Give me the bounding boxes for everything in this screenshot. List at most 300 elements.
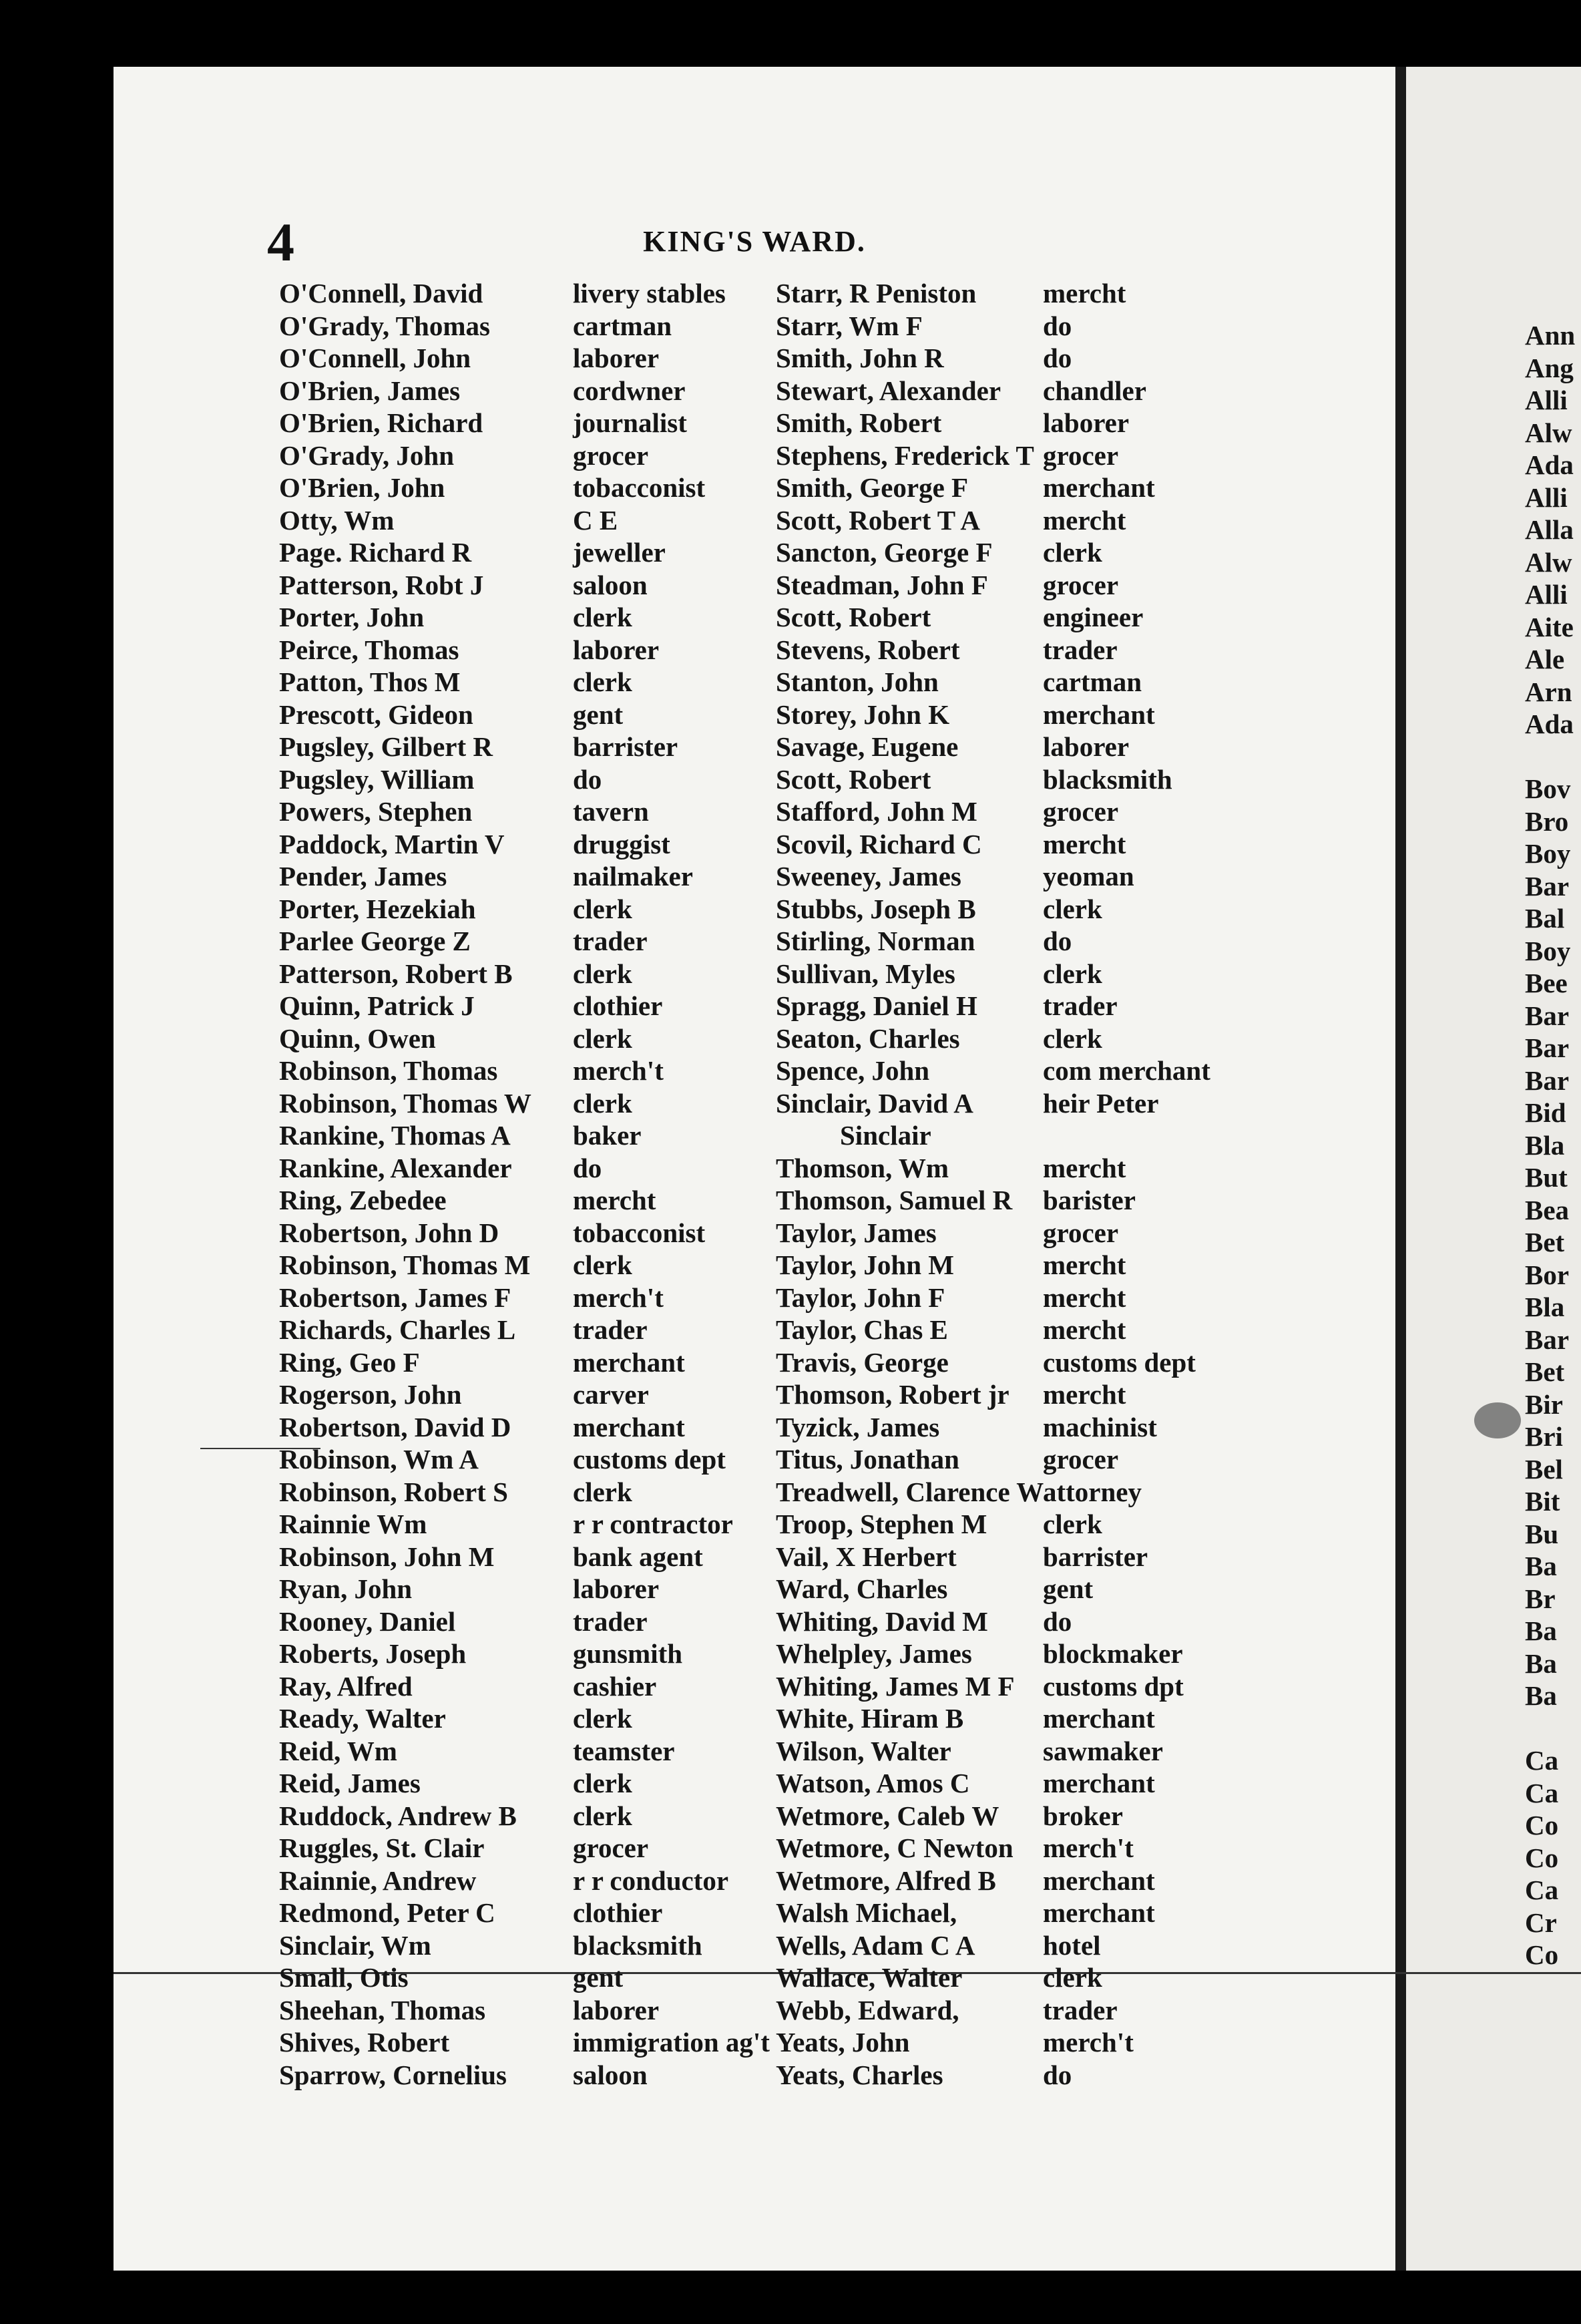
directory-entry <box>776 342 1283 375</box>
entry-occupation: druggist <box>573 828 670 859</box>
entry-name: Rogerson, John <box>279 1379 462 1410</box>
entry-name: Wallace, Walter <box>776 1962 963 1993</box>
entry-occupation: blacksmith <box>573 1929 702 1961</box>
entry-occupation: clerk <box>573 602 632 632</box>
directory-entry <box>776 1508 1283 1541</box>
entry-occupation: clerk <box>1043 537 1102 568</box>
entry-name: Spragg, Daniel H <box>776 990 977 1021</box>
entry-occupation: teamster <box>573 1735 675 1766</box>
directory-entry <box>279 601 773 634</box>
entry-name: Prescott, Gideon <box>279 699 473 730</box>
entry-occupation: merchant <box>1043 699 1155 730</box>
next-page-fragment: Bal <box>1525 903 1565 934</box>
directory-entry <box>776 699 1283 731</box>
entry-occupation: mercht <box>1043 1152 1126 1183</box>
entry-occupation: laborer <box>573 634 660 665</box>
directory-entry <box>279 1282 773 1314</box>
entry-occupation: heir Peter <box>1043 1087 1159 1119</box>
entry-occupation: clerk <box>1043 893 1102 924</box>
entry-occupation: grocer <box>573 439 649 471</box>
directory-entry <box>776 1022 1283 1055</box>
entry-occupation: grocer <box>1043 1217 1119 1248</box>
entry-name: Savage, Eugene <box>776 731 959 762</box>
directory-entry <box>776 1119 1283 1152</box>
directory-entry <box>776 1054 1283 1087</box>
entry-occupation: saloon <box>573 2059 648 2090</box>
entry-name: Yeats, John <box>776 2027 910 2058</box>
entry-occupation: mercht <box>1043 1249 1126 1280</box>
entry-name: Sinclair, David A <box>776 1087 973 1119</box>
entry-name: Scott, Robert <box>776 602 931 632</box>
next-page-fragment: Alli <box>1525 481 1568 513</box>
entry-name: Pender, James <box>279 861 447 892</box>
entry-name: Ruddock, Andrew B <box>279 1800 517 1831</box>
entry-name: Sweeney, James <box>776 861 961 892</box>
entry-occupation: C E <box>573 504 618 536</box>
directory-entry <box>279 1897 773 1929</box>
next-page-fragment: Ang <box>1525 352 1574 383</box>
entry-occupation: chandler <box>1043 375 1146 406</box>
directory-entry <box>279 2026 773 2059</box>
entry-name: Sinclair, Wm <box>279 1929 431 1961</box>
entry-occupation: clerk <box>573 1768 632 1798</box>
entry-name: Pugsley, Gilbert R <box>279 731 493 762</box>
directory-entry <box>279 860 773 893</box>
right-column <box>776 277 1283 2091</box>
entry-occupation: merchant <box>573 1411 685 1442</box>
entry-occupation: tobacconist <box>573 1217 706 1248</box>
directory-entry <box>279 795 773 828</box>
entry-name: Rainnie Wm <box>279 1509 427 1539</box>
directory-entry <box>776 1411 1283 1444</box>
entry-name: Robinson, Thomas <box>279 1055 498 1086</box>
directory-entry <box>776 1800 1283 1832</box>
entry-name: Robinson, Thomas M <box>279 1249 531 1280</box>
entry-occupation: cartman <box>1043 666 1142 697</box>
entry-name: Patterson, Robert B <box>279 958 513 989</box>
entry-name: Smith, John R <box>776 343 944 373</box>
entry-occupation: jeweller <box>573 537 666 568</box>
entry-occupation: blacksmith <box>1043 763 1172 795</box>
directory-entry <box>776 1832 1283 1865</box>
entry-name: Starr, Wm F <box>776 310 923 341</box>
entry-name: Wells, Adam C A <box>776 1929 975 1961</box>
directory-entry <box>279 1994 773 2027</box>
entry-occupation: tavern <box>573 796 649 827</box>
directory-entry <box>776 990 1283 1022</box>
next-page-fragment: But <box>1525 1162 1568 1193</box>
directory-entry <box>776 407 1283 439</box>
entry-name: Whelpley, James <box>776 1638 972 1669</box>
directory-entry <box>776 375 1283 407</box>
entry-occupation: gent <box>1043 1573 1094 1604</box>
entry-name: Peirce, Thomas <box>279 634 459 665</box>
entry-occupation: blockmaker <box>1043 1638 1183 1669</box>
entry-occupation: tobacconist <box>573 472 706 503</box>
directory-entry <box>279 407 773 439</box>
entry-name: Stewart, Alexander <box>776 375 1001 406</box>
directory-entry <box>279 731 773 763</box>
page-header <box>267 212 1242 274</box>
directory-entry <box>279 1605 773 1638</box>
entry-occupation: clerk <box>573 666 632 697</box>
directory-entry <box>279 277 773 310</box>
entry-name: Porter, John <box>279 602 425 632</box>
directory-entry <box>279 439 773 472</box>
entry-name: Ready, Walter <box>279 1703 446 1734</box>
entry-name: Robinson, Thomas W <box>279 1087 531 1119</box>
directory-entry <box>776 1476 1283 1509</box>
entry-occupation: clerk <box>573 893 632 924</box>
fragment-gap <box>1525 1712 1581 1745</box>
entry-name: Reid, Wm <box>279 1735 397 1766</box>
directory-entry <box>279 1443 773 1476</box>
directory-entry <box>279 1346 773 1379</box>
next-page-fragment: Br <box>1525 1583 1556 1614</box>
directory-entry <box>279 1152 773 1185</box>
entry-name: Sancton, George F <box>776 537 993 568</box>
entry-name: Stephens, Frederick T <box>776 439 1034 471</box>
entry-name: Robertson, David D <box>279 1411 511 1442</box>
entry-name: Scott, Robert <box>776 763 931 795</box>
entry-occupation: merchant <box>1043 1897 1155 1928</box>
entry-name: Ward, Charles <box>776 1573 948 1604</box>
directory-entry <box>279 1800 773 1832</box>
entry-name: Robinson, Wm A <box>279 1444 479 1475</box>
directory-entry <box>776 1605 1283 1638</box>
entry-occupation: gunsmith <box>573 1638 683 1669</box>
directory-entry <box>776 1443 1283 1476</box>
entry-occupation: do <box>1043 926 1072 956</box>
entry-occupation: clerk <box>573 958 632 989</box>
directory-entry <box>279 1670 773 1703</box>
entry-occupation: merchant <box>1043 1768 1155 1798</box>
entry-name: O'Grady, John <box>279 439 455 471</box>
entry-occupation: clerk <box>1043 958 1102 989</box>
entry-occupation: nailmaker <box>573 861 693 892</box>
directory-entry <box>776 1994 1283 2027</box>
entry-name: Seaton, Charles <box>776 1022 960 1054</box>
directory-entry <box>279 1929 773 1962</box>
entry-occupation: customs dept <box>573 1444 726 1475</box>
next-page-fragment: Ada <box>1525 449 1574 480</box>
entry-occupation: clerk <box>573 1087 632 1119</box>
entry-name: Taylor, James <box>776 1217 937 1248</box>
entry-name: Rooney, Daniel <box>279 1605 456 1637</box>
left-column <box>279 277 773 2091</box>
entry-occupation: laborer <box>1043 731 1130 762</box>
entry-occupation: barister <box>1043 1185 1136 1215</box>
entry-name: Steadman, John F <box>776 569 988 600</box>
page-gutter <box>1395 67 1406 2271</box>
next-page-fragment: Ba <box>1525 1615 1557 1646</box>
entry-name: Ring, Geo F <box>279 1346 420 1378</box>
directory-entry <box>279 828 773 861</box>
directory-entry <box>776 2059 1283 2092</box>
directory-entry <box>279 1378 773 1411</box>
entry-name: O'Brien, John <box>279 472 445 503</box>
entry-occupation: grocer <box>1043 569 1119 600</box>
next-page-fragment: Ba <box>1525 1551 1557 1581</box>
directory-entry <box>776 277 1283 310</box>
entry-occupation: laborer <box>573 343 660 373</box>
directory-entry <box>279 536 773 569</box>
directory-entry <box>776 1961 1283 1994</box>
directory-entry <box>279 958 773 990</box>
next-page-fragment: Bro <box>1525 805 1569 837</box>
entry-occupation: customs dept <box>1043 1346 1196 1378</box>
directory-entry <box>776 1378 1283 1411</box>
entry-occupation: sawmaker <box>1043 1735 1163 1766</box>
next-page-fragment: Bir <box>1525 1388 1563 1420</box>
entry-occupation: r r conductor <box>573 1865 729 1896</box>
entry-occupation: cashier <box>573 1670 657 1702</box>
entry-name: Patterson, Robt J <box>279 569 484 600</box>
entry-occupation: clerk <box>573 1476 632 1507</box>
directory-entry <box>279 699 773 731</box>
next-page-fragment: Ba <box>1525 1648 1557 1679</box>
directory-entry <box>279 1637 773 1670</box>
fragment-gap <box>1525 741 1581 773</box>
entry-name: Webb, Edward, <box>776 1994 959 2025</box>
entry-occupation: do <box>573 1152 602 1183</box>
entry-occupation: do <box>1043 2059 1072 2090</box>
entry-occupation: engineer <box>1043 602 1144 632</box>
next-page-fragment: Bar <box>1525 1032 1570 1063</box>
entry-name: Quinn, Patrick J <box>279 990 475 1021</box>
entry-name: Thomson, Samuel R <box>776 1185 1013 1215</box>
entry-occupation: cartman <box>573 310 672 341</box>
next-page-fragment: Ba <box>1525 1680 1557 1711</box>
next-page-fragment: Bor <box>1525 1259 1570 1290</box>
next-page-fragment: Bar <box>1525 1324 1570 1355</box>
entry-name: Yeats, Charles <box>776 2059 943 2090</box>
directory-entry <box>279 634 773 666</box>
directory-entry <box>776 536 1283 569</box>
directory-entry <box>279 504 773 537</box>
entry-name: Vail, X Herbert <box>776 1541 957 1572</box>
directory-entry <box>279 1735 773 1768</box>
entry-name: Robinson, John M <box>279 1541 495 1572</box>
entry-occupation: laborer <box>1043 407 1130 438</box>
entry-name: Wetmore, C Newton <box>776 1832 1013 1863</box>
entry-occupation: clerk <box>1043 1509 1102 1539</box>
directory-entry <box>776 1346 1283 1379</box>
entry-name: Thomson, Wm <box>776 1152 949 1183</box>
directory-entry <box>776 1735 1283 1768</box>
entry-name: Starr, R Peniston <box>776 278 977 309</box>
entry-name: Quinn, Owen <box>279 1022 436 1054</box>
entry-occupation: barrister <box>573 731 678 762</box>
directory-entry <box>279 925 773 958</box>
entry-name: Titus, Jonathan <box>776 1444 959 1475</box>
next-page-fragment: Alw <box>1525 546 1572 578</box>
entry-occupation: trader <box>573 1605 648 1637</box>
entry-name: Watson, Amos C <box>776 1768 970 1798</box>
directory-entry <box>776 1702 1283 1735</box>
entry-occupation: com merchant <box>1043 1055 1210 1086</box>
entry-occupation: grocer <box>1043 1444 1119 1475</box>
next-page-fragment: Bri <box>1525 1421 1563 1452</box>
next-page-fragment: Alli <box>1525 579 1568 610</box>
directory-entry <box>279 375 773 407</box>
entry-occupation: merch't <box>1043 2027 1134 2058</box>
entry-name: Sullivan, Myles <box>776 958 955 989</box>
entry-name: Ryan, John <box>279 1573 413 1604</box>
directory-entry <box>279 1119 773 1152</box>
entry-occupation: livery stables <box>573 278 726 309</box>
entry-occupation: immigration ag't <box>573 2027 770 2058</box>
directory-entry <box>279 666 773 699</box>
entry-occupation: merchant <box>1043 472 1155 503</box>
next-page-fragment: Bel <box>1525 1453 1563 1485</box>
entry-name: Porter, Hezekiah <box>279 893 476 924</box>
directory-entry <box>776 504 1283 537</box>
directory-entry <box>776 2026 1283 2059</box>
directory-entry <box>776 731 1283 763</box>
ink-blot <box>1474 1402 1521 1438</box>
entry-occupation: yeoman <box>1043 861 1134 892</box>
directory-entry <box>279 990 773 1022</box>
entry-name: Sheehan, Thomas <box>279 1994 486 2025</box>
directory-entry <box>776 1217 1283 1249</box>
entry-name: Sparrow, Cornelius <box>279 2059 507 2090</box>
entry-occupation: machinist <box>1043 1411 1157 1442</box>
next-page-fragment: Co <box>1525 1810 1559 1841</box>
entry-occupation: clerk <box>573 1249 632 1280</box>
entry-name: Robinson, Robert S <box>279 1476 508 1507</box>
entry-name: Stirling, Norman <box>776 926 975 956</box>
entry-occupation: do <box>1043 343 1072 373</box>
entry-name: Stubbs, Joseph B <box>776 893 976 924</box>
directory-entry <box>279 1865 773 1897</box>
directory-entry <box>776 1897 1283 1929</box>
next-page-fragment: Bid <box>1525 1097 1566 1128</box>
entry-occupation: clerk <box>1043 1962 1102 1993</box>
entry-name: Scott, Robert T A <box>776 504 980 536</box>
directory-entry <box>279 310 773 343</box>
directory-entry <box>776 1184 1283 1217</box>
entry-name: Stevens, Robert <box>776 634 960 665</box>
entry-occupation: mercht <box>1043 1282 1126 1313</box>
entry-occupation: laborer <box>573 1573 660 1604</box>
next-page-fragment: Ca <box>1525 1777 1559 1808</box>
directory-entry <box>776 471 1283 504</box>
next-page-fragment: Ca <box>1525 1745 1559 1776</box>
entry-name: Travis, George <box>776 1346 949 1378</box>
entry-name: Stanton, John <box>776 666 939 697</box>
directory-entry <box>776 1865 1283 1897</box>
entry-occupation: merchant <box>1043 1703 1155 1734</box>
directory-entry <box>776 893 1283 926</box>
entry-occupation: carver <box>573 1379 649 1410</box>
entry-occupation: trader <box>573 1314 648 1345</box>
directory-entry <box>776 666 1283 699</box>
directory-entry <box>776 860 1283 893</box>
entry-occupation: laborer <box>573 1994 660 2025</box>
directory-entry <box>776 634 1283 666</box>
entry-name: Page. Richard R <box>279 537 472 568</box>
next-page-fragment: Bu <box>1525 1518 1559 1549</box>
next-page-fragment: Bit <box>1525 1486 1560 1517</box>
entry-name: O'Brien, James <box>279 375 461 406</box>
directory-entry <box>279 1217 773 1249</box>
next-page-fragment: Bet <box>1525 1356 1565 1387</box>
directory-entry <box>279 1022 773 1055</box>
directory-entry <box>279 342 773 375</box>
entry-name: Parlee George Z <box>279 926 471 956</box>
entry-name: O'Connell, David <box>279 278 483 309</box>
directory-entry <box>776 1929 1283 1962</box>
entry-occupation: bank agent <box>573 1541 703 1572</box>
entry-occupation: mercht <box>1043 278 1126 309</box>
next-page-fragment: Aite <box>1525 611 1574 642</box>
entry-occupation: merch't <box>1043 1832 1134 1863</box>
entry-occupation: hotel <box>1043 1929 1101 1961</box>
entry-occupation: do <box>1043 1605 1072 1637</box>
entry-name: Smith, Robert <box>776 407 942 438</box>
entry-name: Paddock, Martin V <box>279 828 505 859</box>
directory-entry <box>776 1282 1283 1314</box>
entry-name: Stafford, John M <box>776 796 977 827</box>
directory-entry <box>279 1832 773 1865</box>
entry-name: Wetmore, Alfred B <box>776 1865 996 1896</box>
entry-name: Rainnie, Andrew <box>279 1865 477 1896</box>
directory-entry <box>776 958 1283 990</box>
next-page-fragment: Cr <box>1525 1907 1557 1938</box>
entry-occupation: do <box>573 763 602 795</box>
entry-occupation: mercht <box>573 1185 656 1215</box>
directory-entry <box>776 601 1283 634</box>
entry-name: O'Connell, John <box>279 343 471 373</box>
entry-occupation: baker <box>573 1120 642 1151</box>
entry-occupation: clerk <box>1043 1022 1102 1054</box>
directory-entry <box>279 569 773 602</box>
entry-occupation: mercht <box>1043 828 1126 859</box>
entry-name: Thomson, Robert jr <box>776 1379 1009 1410</box>
directory-entry <box>279 763 773 796</box>
entry-name: Whiting, David M <box>776 1605 988 1637</box>
directory-entry <box>279 1541 773 1573</box>
next-page-fragment: Ca <box>1525 1875 1559 1905</box>
entry-name: Robertson, John D <box>279 1217 499 1248</box>
entry-name: Troop, Stephen M <box>776 1509 987 1539</box>
entry-name: Walsh Michael, <box>776 1897 957 1928</box>
directory-entry <box>279 1087 773 1120</box>
entry-name: O'Brien, Richard <box>279 407 483 438</box>
directory-entry <box>776 763 1283 796</box>
entry-occupation: grocer <box>1043 439 1119 471</box>
entry-name: Rankine, Alexander <box>279 1152 512 1183</box>
directory-entry <box>776 925 1283 958</box>
entry-name: Roberts, Joseph <box>279 1638 467 1669</box>
entry-name: Ray, Alfred <box>279 1670 413 1702</box>
entry-occupation: gent <box>573 699 624 730</box>
directory-entry <box>279 1054 773 1087</box>
entry-name: Wilson, Walter <box>776 1735 951 1766</box>
entry-occupation: clerk <box>573 1703 632 1734</box>
entry-name: O'Grady, Thomas <box>279 310 490 341</box>
next-page-fragment: Alli <box>1525 385 1568 415</box>
next-page-fragment: Arn <box>1525 676 1572 707</box>
entry-name: Ruggles, St. Clair <box>279 1832 485 1863</box>
entry-name: Powers, Stephen <box>279 796 473 827</box>
directory-entry <box>279 1249 773 1282</box>
entry-name: Small, Otis <box>279 1962 409 1993</box>
section-title: KING'S WARD. <box>643 225 866 258</box>
entry-name: Shives, Robert <box>279 2027 450 2058</box>
entry-name: Otty, Wm <box>279 504 395 536</box>
